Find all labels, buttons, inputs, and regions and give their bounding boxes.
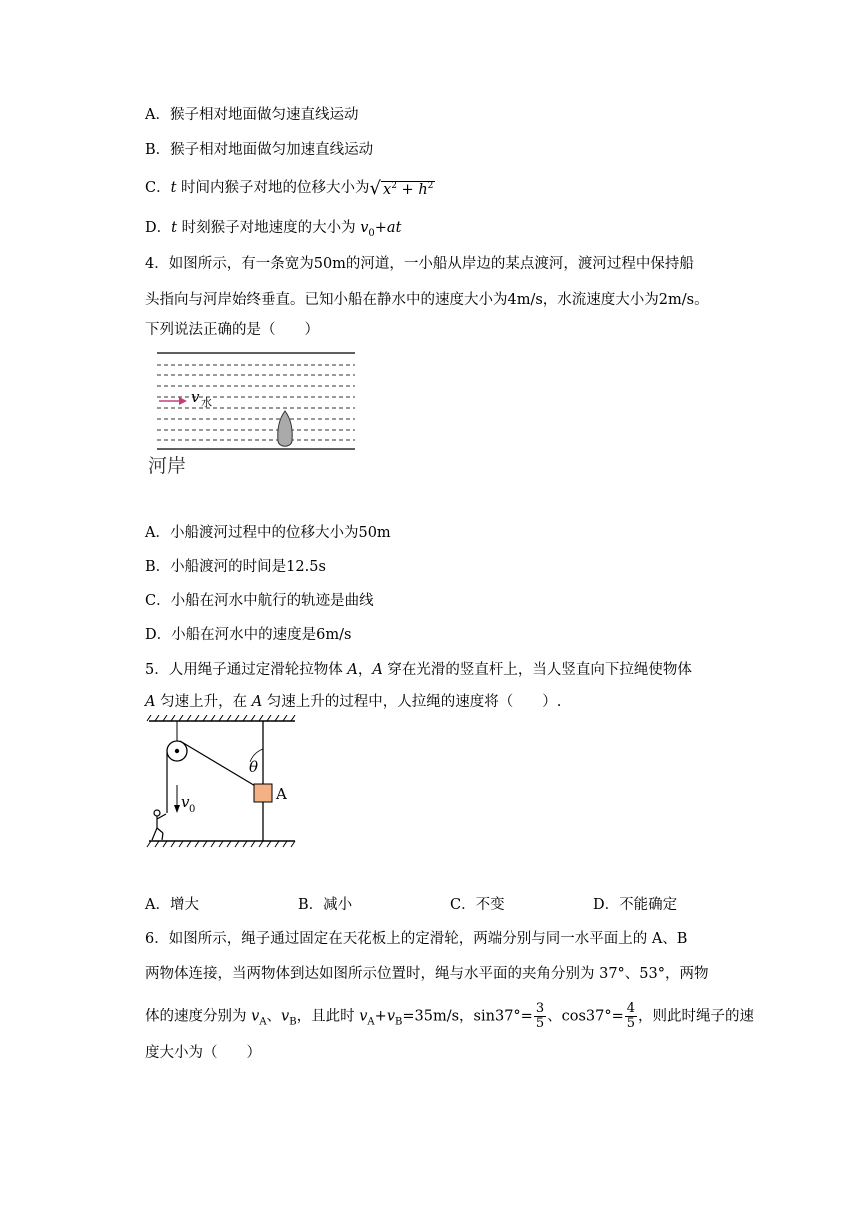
q4-option-d: D．小船在河水中的速度是6m/s — [145, 627, 352, 643]
q5-pulley-figure — [145, 715, 305, 855]
q3-option-c-t: t — [170, 179, 177, 196]
q5-line1-A1: A — [347, 662, 358, 678]
sqrt-h: h — [418, 181, 428, 198]
water-velocity-label: v — [191, 388, 200, 406]
q6-line3-a: 体的速度分别为 — [145, 1008, 252, 1025]
q6-vA-sub: A — [259, 1016, 267, 1028]
q3-option-d-text: 时刻猴子对地速度的大小为 — [176, 220, 361, 236]
q3-option-d — [145, 218, 401, 244]
q5-stem-line1 — [145, 660, 692, 680]
q4-option-b: B．小船渡河的时间是12.5s — [145, 559, 326, 575]
q6-line3-c: =35m/s，sin37°= — [402, 1008, 533, 1025]
q4-stem-line3: 下列说法正确的是（ ） — [145, 322, 319, 338]
q6-vB2-sub: B — [395, 1016, 403, 1028]
q4-option-a: A．小船渡河过程中的位移大小为50m — [145, 525, 391, 541]
q3-option-d-v: v — [360, 220, 369, 236]
q3-option-c-text: 时间内猴子对地的位移大小为 — [176, 179, 370, 196]
q6-sep: 、 — [266, 1008, 282, 1025]
q5-line1-c: 穿在光滑的竖直杆上，当人竖直向下拉绳使物体 — [382, 662, 692, 678]
fraction-2-denominator: 5 — [626, 1016, 636, 1031]
q6-plus: + — [374, 1008, 387, 1025]
theta-label: θ — [249, 758, 259, 776]
fraction-2-numerator: 4 — [626, 1001, 636, 1016]
q5-option-a: A．增大 — [145, 897, 199, 913]
q4-stem-line2: 头指向与河岸始终垂直。已知小船在静水中的速度大小为4m/s，水流速度大小为2m/s。 — [145, 292, 709, 308]
v0-label: v — [181, 793, 190, 811]
q6-vB: v — [281, 1008, 290, 1025]
q3-option-d-plus: + — [374, 220, 387, 236]
q3-option-d-label: D． — [145, 220, 172, 236]
q3-option-d-at: at — [386, 220, 402, 236]
block-a-label: A — [276, 785, 287, 803]
rope-slanted — [180, 741, 257, 787]
q6-line3-e: ，则此时绳子的速 — [638, 1008, 755, 1025]
v0-sub: 0 — [189, 804, 196, 815]
sqrt-expression: √ $x^2 + h^2$ — [369, 177, 434, 199]
q6-vA2-sub: A — [367, 1016, 375, 1028]
q6-stem-line4: 度大小为（ ） — [145, 1045, 261, 1061]
sqrt-plus: + — [396, 181, 419, 198]
q6-line3-b: ，且此时 — [296, 1008, 360, 1025]
sqrt-h-exp: 2 — [427, 181, 434, 191]
q5-option-c: C．不变 — [450, 897, 505, 913]
q5-line2-b: 匀速上升的过程中，人拉绳的速度将（ ）. — [262, 694, 562, 710]
fraction-1-numerator: 3 — [535, 1001, 545, 1016]
q4-option-c: C．小船在河水中航行的轨迹是曲线 — [145, 593, 374, 609]
q4-river-figure — [145, 345, 360, 480]
water-velocity-sub: 水 — [201, 396, 212, 409]
q6-vA2: v — [359, 1008, 368, 1025]
block-a — [254, 784, 272, 802]
sqrt-x: x — [383, 181, 392, 198]
q4-stem-line1: 4．如图所示，有一条宽为50m的河道，一小船从岸边的某点渡河，渡河过程中保持船 — [145, 256, 694, 272]
q6-vB-sub: B — [289, 1016, 297, 1028]
q6-vA: v — [251, 1008, 260, 1025]
q5-line1-b: ， — [357, 662, 373, 678]
q3-option-d-v-sub: 0 — [368, 227, 375, 239]
q6-stem-line1: 6．如图所示，绳子通过固定在天花板上的定滑轮，两端分别与同一水平面上的 A、B — [145, 931, 688, 947]
river-bank-label: 河岸 — [148, 455, 187, 477]
q5-option-d: D．不能确定 — [593, 897, 678, 913]
sqrt-x-exp: 2 — [391, 181, 397, 191]
q5-option-b: B．减小 — [298, 897, 353, 913]
q3-option-d-t: t — [171, 220, 177, 236]
boat-icon — [278, 411, 292, 446]
person-icon — [152, 810, 166, 840]
q5-stem-line2 — [145, 692, 561, 712]
q5-line2-A2: A — [251, 694, 263, 710]
q5-line2-a: 匀速上升，在 — [155, 694, 252, 710]
q5-line1-A2: A — [372, 662, 383, 678]
fraction-4-5 — [625, 1002, 637, 1031]
q3-option-b: B．猴子相对地面做匀加速直线运动 — [145, 142, 374, 158]
q6-stem-line3 — [145, 1002, 754, 1032]
q3-option-a: A．猴子相对地面做匀速直线运动 — [145, 107, 359, 123]
q5-line2-A1: A — [145, 694, 156, 710]
fraction-1-denominator: 5 — [535, 1016, 545, 1031]
q6-stem-line2: 两物体连接，当两物体到达如图所示位置时，绳与水平面的夹角分别为 37°、53°，两物 — [145, 966, 709, 982]
q3-option-c — [145, 176, 435, 200]
fraction-3-5 — [534, 1002, 546, 1031]
q5-line1-a: 5．人用绳子通过定滑轮拉物体 — [145, 662, 348, 678]
q3-option-c-label: C． — [145, 179, 171, 196]
q6-vB2: v — [386, 1008, 396, 1025]
q6-line3-d: 、cos37°= — [547, 1008, 624, 1025]
